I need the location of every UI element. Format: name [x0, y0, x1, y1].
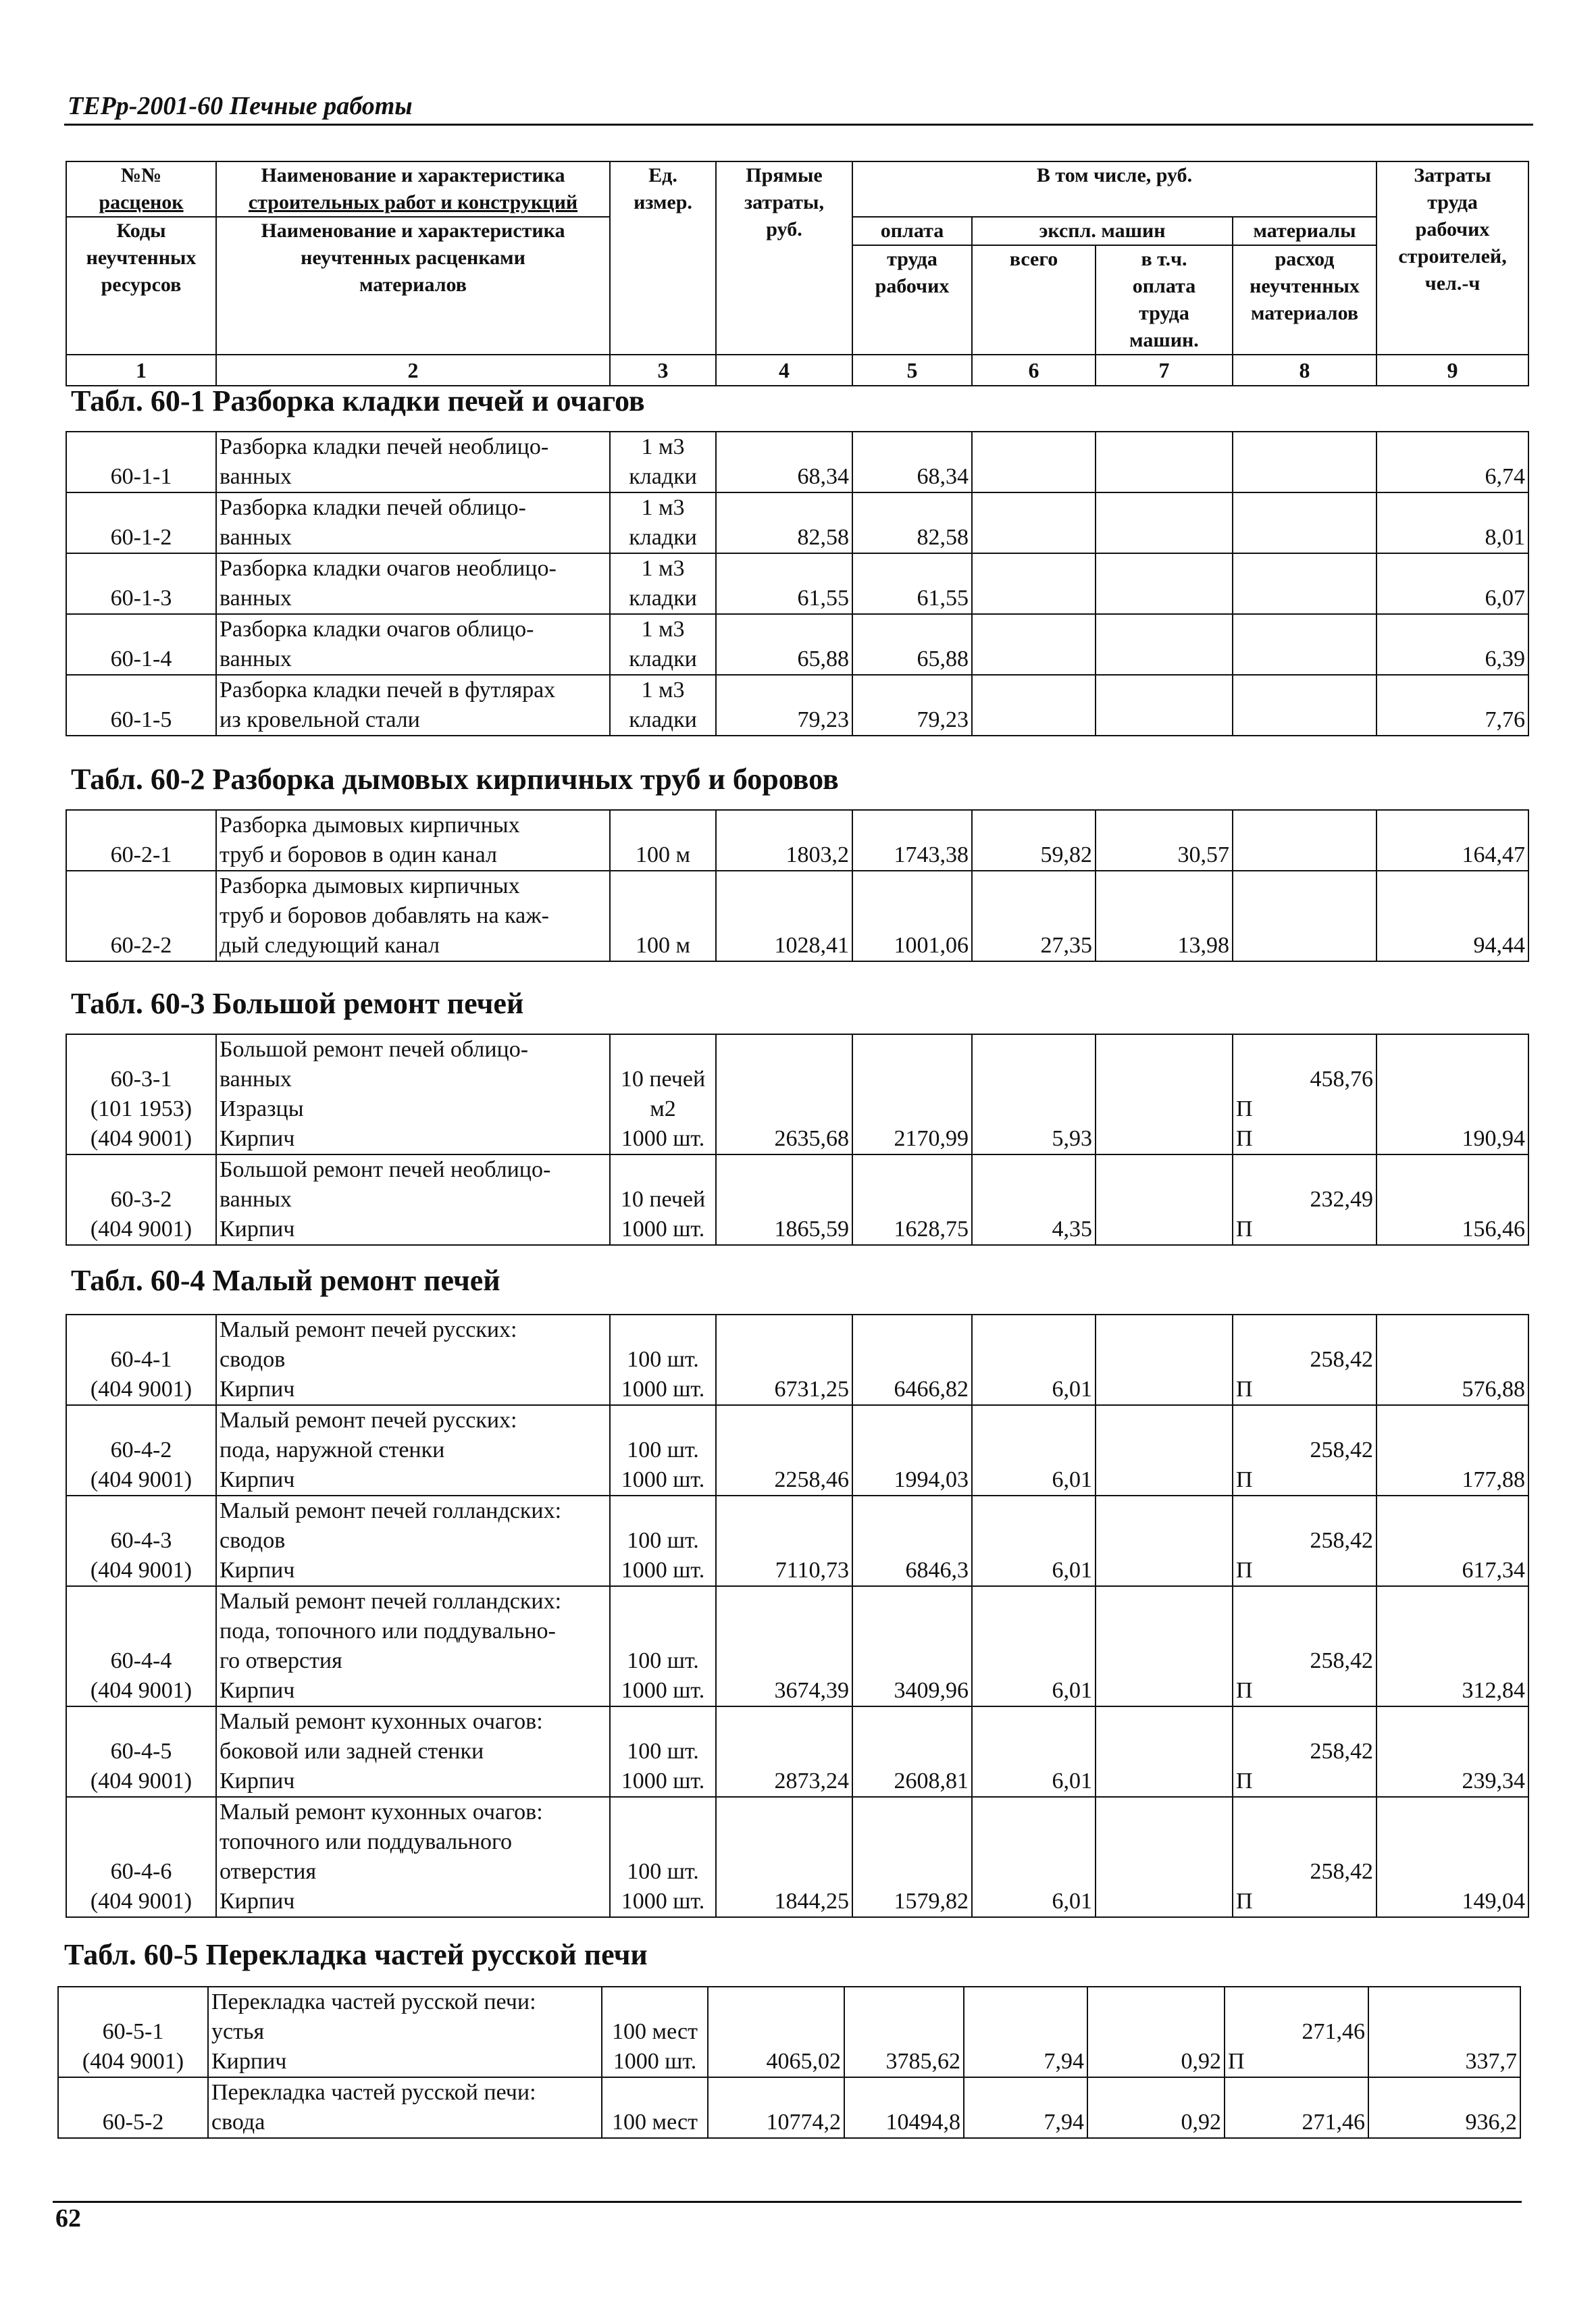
materials: 271,46 — [1225, 2077, 1368, 2138]
hdr-labor: Затраты труда рабочих строителей, чел.-ч — [1376, 161, 1528, 355]
materials: 258,42 П — [1233, 1586, 1376, 1706]
footer-rule — [53, 2201, 1522, 2203]
materials — [1233, 492, 1376, 553]
hdr-unit: Ед. измер. — [610, 161, 716, 355]
machine-labor-pay — [1096, 1315, 1233, 1405]
table-60-2 — [66, 809, 1529, 962]
labor-hours: 6,39 — [1376, 614, 1528, 675]
rate-code: 60-1-1 — [66, 432, 216, 492]
labor-pay: 61,55 — [852, 553, 972, 614]
rate-code: 60-4-2 (404 9001) — [66, 1405, 216, 1496]
labor-pay: 6466,82 — [852, 1315, 972, 1405]
table-row — [66, 614, 1528, 675]
table-row — [66, 675, 1528, 736]
rate-code: 60-1-5 — [66, 675, 216, 736]
col-num: 8 — [1233, 355, 1376, 386]
machine-cost: 7,94 — [964, 1987, 1087, 2077]
machine-labor-pay — [1096, 553, 1233, 614]
unit: 10 печей 1000 шт. — [610, 1154, 716, 1245]
labor-hours: 8,01 — [1376, 492, 1528, 553]
hdr-name-bot: Наименование и характеристика неучтенных расценками материалов — [216, 217, 610, 355]
direct-cost: 68,34 — [716, 432, 852, 492]
rate-code: 60-3-1 (101 1953) (404 9001) — [66, 1034, 216, 1154]
work-name: Малый ремонт кухонных очагов: топочного или поддувального отверстия Кирпич — [216, 1797, 610, 1917]
section-title: Табл. 60-1 Разборка кладки печей и очагов — [71, 384, 645, 417]
table-row — [66, 1797, 1528, 1917]
materials — [1233, 810, 1376, 871]
table-row — [66, 553, 1528, 614]
machine-cost: 6,01 — [972, 1405, 1096, 1496]
labor-hours: 6,07 — [1376, 553, 1528, 614]
machine-labor-pay — [1096, 1586, 1233, 1706]
unit: 100 шт. 1000 шт. — [610, 1797, 716, 1917]
labor-hours: 156,46 — [1376, 1154, 1528, 1245]
rate-code: 60-2-2 — [66, 871, 216, 961]
machine-labor-pay: 30,57 — [1096, 810, 1233, 871]
unit: 100 шт. 1000 шт. — [610, 1405, 716, 1496]
labor-hours: 576,88 — [1376, 1315, 1528, 1405]
work-name: Малый ремонт кухонных очагов: боковой или задней стенки Кирпич — [216, 1706, 610, 1797]
direct-cost: 79,23 — [716, 675, 852, 736]
materials: 258,42 П — [1233, 1706, 1376, 1797]
machine-cost: 6,01 — [972, 1797, 1096, 1917]
table-row — [66, 871, 1528, 961]
direct-cost: 7110,73 — [716, 1496, 852, 1586]
work-name: Перекладка частей русской печи: устья Кирпич — [208, 1987, 602, 2077]
unit: 1 м3 кладки — [610, 553, 716, 614]
rate-code: 60-4-4 (404 9001) — [66, 1586, 216, 1706]
direct-cost: 1028,41 — [716, 871, 852, 961]
work-name: Разборка кладки печей необлицо- ванных — [216, 432, 610, 492]
machine-cost — [972, 553, 1096, 614]
table-row — [58, 1987, 1520, 2077]
rate-code: 60-5-1 (404 9001) — [58, 1987, 208, 2077]
table-60-5 — [57, 1986, 1521, 2139]
direct-cost: 2635,68 — [716, 1034, 852, 1154]
labor-pay: 2608,81 — [852, 1706, 972, 1797]
labor-hours: 177,88 — [1376, 1405, 1528, 1496]
labor-pay: 2170,99 — [852, 1034, 972, 1154]
materials — [1233, 553, 1376, 614]
hdr-code-bot: Коды неучтенных ресурсов — [66, 217, 216, 355]
hdr-code: №№ расценок — [66, 161, 216, 217]
running-header: ТЕРр-2001-60 Печные работы — [68, 92, 413, 120]
work-name: Малый ремонт печей русских: пода, наружной стенки Кирпич — [216, 1405, 610, 1496]
machine-labor-pay — [1096, 1034, 1233, 1154]
work-name: Разборка кладки очагов облицо- ванных — [216, 614, 610, 675]
machine-labor-pay — [1096, 1405, 1233, 1496]
work-name: Разборка кладки печей в футлярах из кровельной стали — [216, 675, 610, 736]
labor-hours: 617,34 — [1376, 1496, 1528, 1586]
hdr-all: всего — [972, 245, 1096, 355]
table-60-3 — [66, 1034, 1529, 1246]
direct-cost: 3674,39 — [716, 1586, 852, 1706]
machine-cost: 7,94 — [964, 2077, 1087, 2138]
materials — [1233, 675, 1376, 736]
section-title: Табл. 60-4 Малый ремонт печей — [71, 1264, 500, 1297]
materials: 258,42 П — [1233, 1496, 1376, 1586]
labor-pay: 1743,38 — [852, 810, 972, 871]
unit: 100 м — [610, 871, 716, 961]
col-num: 4 — [716, 355, 852, 386]
machine-cost: 6,01 — [972, 1586, 1096, 1706]
header-rule — [64, 124, 1533, 126]
labor-pay: 3409,96 — [852, 1586, 972, 1706]
direct-cost: 4065,02 — [708, 1987, 844, 2077]
unit: 1 м3 кладки — [610, 675, 716, 736]
section-title: Табл. 60-5 Перекладка частей русской печи — [64, 1938, 648, 1971]
machine-labor-pay: 0,92 — [1087, 1987, 1225, 2077]
hdr-incl: В том числе, руб. — [852, 161, 1376, 217]
machine-cost: 59,82 — [972, 810, 1096, 871]
unit: 100 шт. 1000 шт. — [610, 1315, 716, 1405]
machine-labor-pay — [1096, 1496, 1233, 1586]
labor-pay: 1001,06 — [852, 871, 972, 961]
rate-code: 60-1-4 — [66, 614, 216, 675]
labor-pay: 82,58 — [852, 492, 972, 553]
unit: 100 шт. 1000 шт. — [610, 1586, 716, 1706]
direct-cost: 2258,46 — [716, 1405, 852, 1496]
hdr-pay: оплата — [852, 217, 972, 245]
work-name: Разборка дымовых кирпичных труб и боровов добавлять на каж- дый следующий канал — [216, 871, 610, 961]
labor-pay: 1579,82 — [852, 1797, 972, 1917]
machine-cost: 4,35 — [972, 1154, 1096, 1245]
materials — [1233, 432, 1376, 492]
col-num: 1 — [66, 355, 216, 386]
direct-cost: 1803,2 — [716, 810, 852, 871]
rate-code: 60-1-2 — [66, 492, 216, 553]
direct-cost: 61,55 — [716, 553, 852, 614]
hdr-expl: экспл. машин — [972, 217, 1233, 245]
direct-cost: 2873,24 — [716, 1706, 852, 1797]
table-row — [66, 1154, 1528, 1245]
machine-labor-pay — [1096, 1154, 1233, 1245]
work-name: Разборка дымовых кирпичных труб и боровов в один канал — [216, 810, 610, 871]
machine-cost — [972, 675, 1096, 736]
machine-labor-pay — [1096, 614, 1233, 675]
labor-pay: 3785,62 — [844, 1987, 964, 2077]
direct-cost: 10774,2 — [708, 2077, 844, 2138]
labor-pay: 65,88 — [852, 614, 972, 675]
direct-cost: 6731,25 — [716, 1315, 852, 1405]
materials: 458,76 П П — [1233, 1034, 1376, 1154]
hdr-incl-pay: в т.ч. оплата труда машин. — [1096, 245, 1233, 355]
table-row — [66, 492, 1528, 553]
hdr-name: Наименование и характеристика строительных работ и конструкций — [216, 161, 610, 217]
hdr-mat2: расход неучтенных материалов — [1233, 245, 1376, 355]
materials: 258,42 П — [1233, 1405, 1376, 1496]
work-name: Перекладка частей русской печи: свода — [208, 2077, 602, 2138]
work-name: Разборка кладки очагов необлицо- ванных — [216, 553, 610, 614]
col-num: 6 — [972, 355, 1096, 386]
materials — [1233, 871, 1376, 961]
labor-hours: 312,84 — [1376, 1586, 1528, 1706]
work-name: Большой ремонт печей необлицо- ванных Кирпич — [216, 1154, 610, 1245]
rate-code: 60-4-5 (404 9001) — [66, 1706, 216, 1797]
machine-cost: 6,01 — [972, 1706, 1096, 1797]
table-row — [66, 1405, 1528, 1496]
table-row — [66, 1496, 1528, 1586]
rate-code: 60-4-6 (404 9001) — [66, 1797, 216, 1917]
table-row — [66, 432, 1528, 492]
column-header-table — [66, 161, 1529, 386]
col-num: 9 — [1376, 355, 1528, 386]
rate-code: 60-2-1 — [66, 810, 216, 871]
table-row — [66, 1706, 1528, 1797]
table-row — [58, 2077, 1520, 2138]
rate-code: 60-4-3 (404 9001) — [66, 1496, 216, 1586]
labor-hours: 6,74 — [1376, 432, 1528, 492]
machine-labor-pay — [1096, 492, 1233, 553]
materials: 258,42 П — [1233, 1797, 1376, 1917]
unit: 100 мест 1000 шт. — [602, 1987, 708, 2077]
labor-pay: 10494,8 — [844, 2077, 964, 2138]
machine-cost — [972, 492, 1096, 553]
page-number: 62 — [55, 2204, 81, 2233]
machine-cost: 27,35 — [972, 871, 1096, 961]
labor-hours: 94,44 — [1376, 871, 1528, 961]
machine-cost: 5,93 — [972, 1034, 1096, 1154]
hdr-direct: Прямые затраты, руб. — [716, 161, 852, 355]
table-row — [66, 1586, 1528, 1706]
labor-pay: 1994,03 — [852, 1405, 972, 1496]
materials: 271,46 П — [1225, 1987, 1368, 2077]
direct-cost: 82,58 — [716, 492, 852, 553]
machine-labor-pay — [1096, 1706, 1233, 1797]
labor-hours: 164,47 — [1376, 810, 1528, 871]
hdr-pay2: труда рабочих — [852, 245, 972, 355]
labor-hours: 936,2 — [1368, 2077, 1520, 2138]
machine-labor-pay — [1096, 432, 1233, 492]
machine-labor-pay — [1096, 675, 1233, 736]
hdr-mat: материалы — [1233, 217, 1376, 245]
labor-pay: 6846,3 — [852, 1496, 972, 1586]
rate-code: 60-4-1 (404 9001) — [66, 1315, 216, 1405]
materials: 258,42 П — [1233, 1315, 1376, 1405]
table-60-4 — [66, 1314, 1529, 1918]
machine-labor-pay: 13,98 — [1096, 871, 1233, 961]
direct-cost: 65,88 — [716, 614, 852, 675]
machine-cost: 6,01 — [972, 1496, 1096, 1586]
work-name: Малый ремонт печей голландских: пода, топочного или поддувально- го отверстия Кирпич — [216, 1586, 610, 1706]
work-name: Малый ремонт печей русских: сводов Кирпич — [216, 1315, 610, 1405]
table-row — [66, 1315, 1528, 1405]
materials: 232,49 П — [1233, 1154, 1376, 1245]
work-name: Малый ремонт печей голландских: сводов Кирпич — [216, 1496, 610, 1586]
labor-hours: 149,04 — [1376, 1797, 1528, 1917]
machine-cost: 6,01 — [972, 1315, 1096, 1405]
unit: 100 шт. 1000 шт. — [610, 1496, 716, 1586]
col-num: 7 — [1096, 355, 1233, 386]
unit: 1 м3 кладки — [610, 432, 716, 492]
direct-cost: 1844,25 — [716, 1797, 852, 1917]
materials — [1233, 614, 1376, 675]
col-num: 5 — [852, 355, 972, 386]
unit: 1 м3 кладки — [610, 614, 716, 675]
labor-hours: 7,76 — [1376, 675, 1528, 736]
rate-code: 60-1-3 — [66, 553, 216, 614]
table-row — [66, 1034, 1528, 1154]
labor-pay: 68,34 — [852, 432, 972, 492]
machine-cost — [972, 614, 1096, 675]
unit: 100 мест — [602, 2077, 708, 2138]
rate-code: 60-5-2 — [58, 2077, 208, 2138]
table-60-1 — [66, 431, 1529, 736]
labor-pay: 1628,75 — [852, 1154, 972, 1245]
machine-labor-pay: 0,92 — [1087, 2077, 1225, 2138]
labor-hours: 190,94 — [1376, 1034, 1528, 1154]
rate-code: 60-3-2 (404 9001) — [66, 1154, 216, 1245]
labor-hours: 337,7 — [1368, 1987, 1520, 2077]
direct-cost: 1865,59 — [716, 1154, 852, 1245]
col-num: 2 — [216, 355, 610, 386]
machine-labor-pay — [1096, 1797, 1233, 1917]
unit: 100 м — [610, 810, 716, 871]
section-title: Табл. 60-3 Большой ремонт печей — [71, 987, 524, 1020]
work-name: Разборка кладки печей облицо- ванных — [216, 492, 610, 553]
labor-pay: 79,23 — [852, 675, 972, 736]
col-num: 3 — [610, 355, 716, 386]
unit: 10 печей м2 1000 шт. — [610, 1034, 716, 1154]
unit: 1 м3 кладки — [610, 492, 716, 553]
section-title: Табл. 60-2 Разборка дымовых кирпичных труб и боровов — [71, 763, 839, 796]
machine-cost — [972, 432, 1096, 492]
table-row — [66, 810, 1528, 871]
labor-hours: 239,34 — [1376, 1706, 1528, 1797]
unit: 100 шт. 1000 шт. — [610, 1706, 716, 1797]
work-name: Большой ремонт печей облицо- ванных Изразцы Кирпич — [216, 1034, 610, 1154]
